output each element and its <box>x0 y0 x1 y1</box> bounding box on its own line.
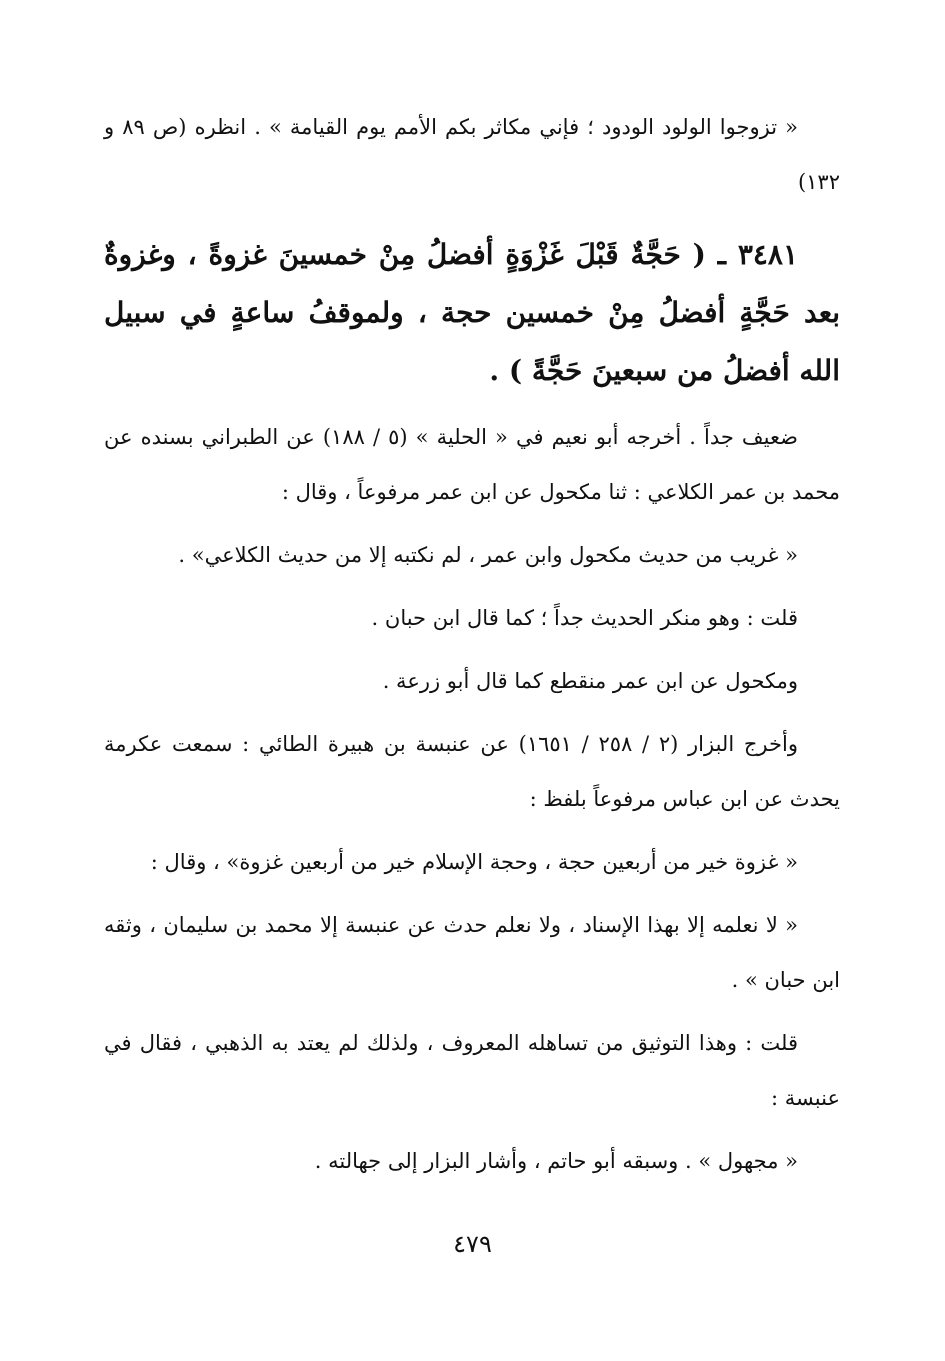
paragraph-continuation: « تزوجوا الولود الودود ؛ فإني مكاثر بكم الأمم يوم القيامة » . انظره (ص ٨٩ و ١٣٢) <box>104 115 840 194</box>
paragraph-note-1: قلت : وهو منكر الحديث جداً ؛ كما قال ابن حبان . <box>371 606 798 630</box>
paragraph-quote-3: « لا نعلمه إلا بهذا الإسناد ، ولا نعلم حدث عن عنبسة إلا محمد بن سليمان ، وثقه ابن حبان » . <box>104 913 840 992</box>
paragraph-note-2: ومكحول عن ابن عمر منقطع كما قال أبو زرعة . <box>382 669 798 693</box>
paragraph-note-4: « مجهول » . وسبقه أبو حاتم ، وأشار البزار إلى جهالته . <box>314 1149 798 1173</box>
hadith-heading: ٣٤٨١ ـ ( حَجَّةٌ قَبْلَ غَزْوَةٍ أفضلُ مِنْ خمسينَ غزوةً ، وغزوةٌ بعد حَجَّةٍ أفضلُ مِنْ خمسين حجة ، ولموقفُ ساعةٍ في سبيل الله أفضلُ من سبعينَ حَجَّةً ) . <box>104 238 841 387</box>
paragraph-note-3: قلت : وهذا التوثيق من تساهله المعروف ، ولذلك لم يعتد به الذهبي ، فقال في عنبسة : <box>104 1031 840 1110</box>
paragraph-bazzar: وأخرج البزار (٢ / ٢٥٨ / ١٦٥١) عن عنبسة بن هبيرة الطائي : سمعت عكرمة يحدث عن ابن عباس مرفوعاً بلفظ : <box>104 732 840 811</box>
page-number: ٤٧٩ <box>453 1230 492 1258</box>
page-body <box>104 100 840 1300</box>
paragraph-grading: ضعيف جداً . أخرجه أبو نعيم في « الحلية » (٥ / ١٨٨) عن الطبراني بسنده عن محمد بن عمر الكلاعي : ثنا مكحول عن ابن عمر مرفوعاً ، وقال : <box>104 425 840 504</box>
paragraph-quote-1: « غريب من حديث مكحول وابن عمر ، لم نكتبه إلا من حديث الكلاعي» . <box>178 543 798 567</box>
paragraph-quote-2: « غزوة خير من أربعين حجة ، وحجة الإسلام خير من أربعين غزوة» ، وقال : <box>150 850 798 874</box>
